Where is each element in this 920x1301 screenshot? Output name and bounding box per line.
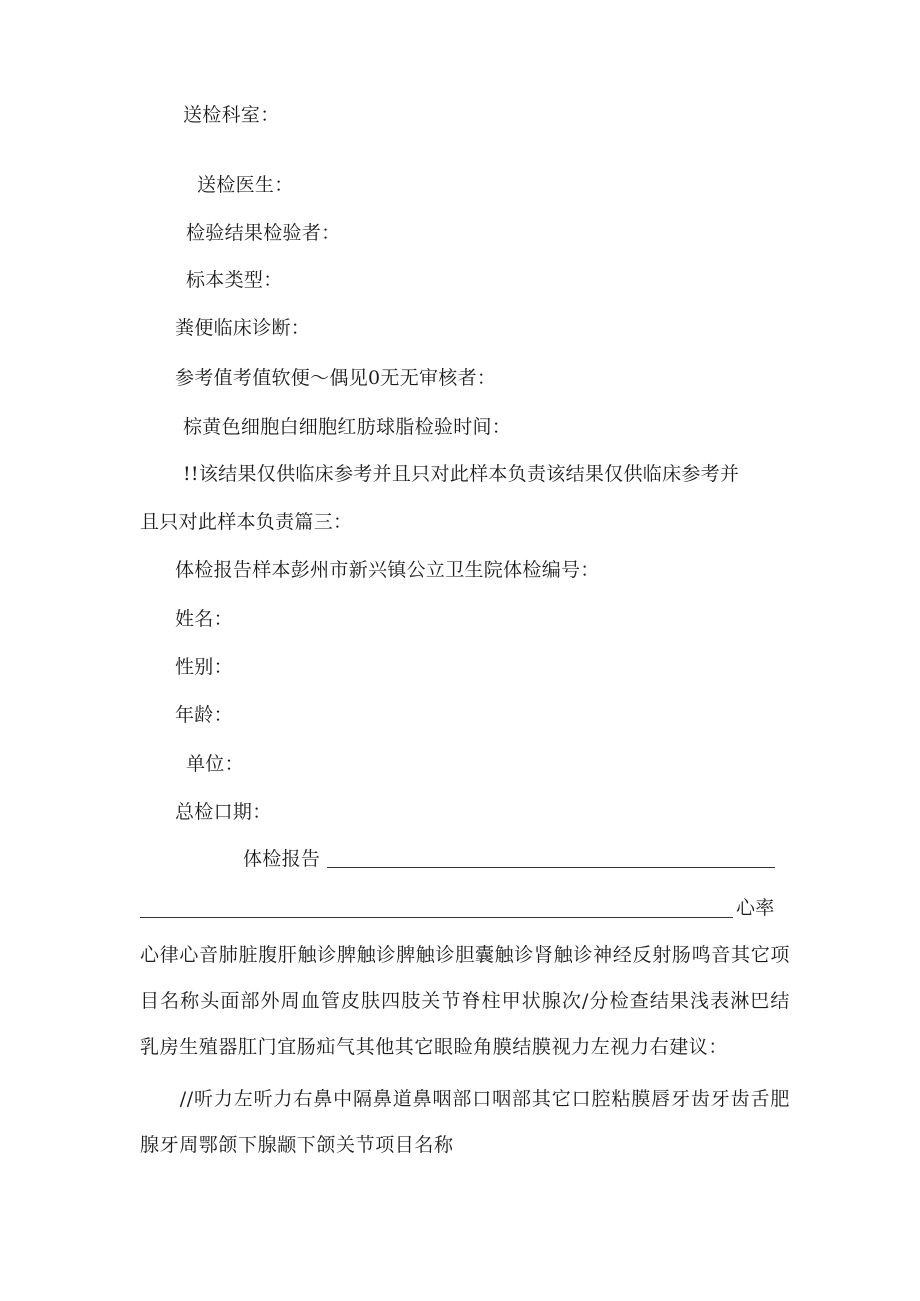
notice-line-1: !!该结果仅供临床参考并且只对此样本负责该结果仅供临床参考并 bbox=[183, 463, 740, 485]
label-diagnosis: 粪便临床诊断： bbox=[175, 317, 311, 339]
label-doctor: 送检医生： bbox=[197, 174, 294, 196]
label-gender: 性别： bbox=[175, 656, 233, 678]
report-header: 体检报告样本彭州市新兴镇公立卫生院体检编号： bbox=[175, 559, 600, 581]
paragraph-exam-items: 心律心音肺脏腹肝触诊脾触诊脾触诊胆囊触诊肾触诊神经反射肠鸣音其它项目名称头面部外周血管皮肤四肢关节脊柱甲状腺次/分检查结果浅表淋巴结乳房生殖器肛门宜肠疝气其他其它眼睑角膜结膜视力左视力右建议： bbox=[140, 944, 790, 1058]
label-reference-value: 参考值考值软便～偶见0无无审核者： bbox=[175, 367, 497, 389]
paragraph-ent-items: //听力左听力右鼻中隔鼻道鼻咽部口咽部其它口腔粘膜唇牙齿牙齿舌肥腺牙周鄂颌下腺颛下颌关节项目名称 bbox=[140, 1088, 790, 1156]
label-exam-date: 总检口期： bbox=[175, 801, 272, 823]
label-department: 送检科室： bbox=[183, 104, 280, 126]
heart-rate-underline bbox=[140, 917, 733, 918]
label-unit: 单位： bbox=[186, 753, 244, 775]
label-name: 姓名： bbox=[175, 608, 233, 630]
label-test-time: 棕黄色细胞白细胞红肪球脂检验时间： bbox=[183, 416, 512, 438]
report-title: 体检报告 bbox=[243, 848, 321, 870]
label-age: 年龄： bbox=[175, 704, 233, 726]
title-underline bbox=[327, 867, 775, 868]
label-specimen-type: 标本类型： bbox=[186, 269, 283, 291]
label-heart-rate: 心率 bbox=[736, 897, 775, 919]
label-result-examiner: 检验结果检验者： bbox=[186, 222, 341, 244]
notice-line-2: 且只对此样本负责篇三： bbox=[140, 511, 353, 533]
